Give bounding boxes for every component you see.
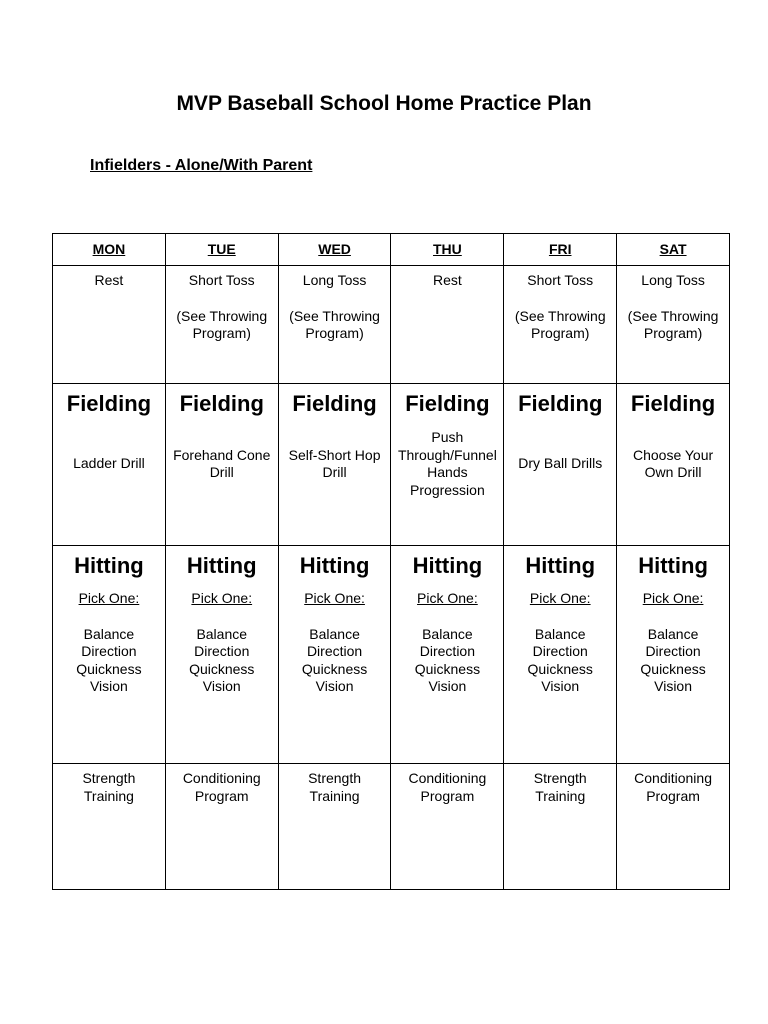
day-header: SAT bbox=[617, 234, 730, 266]
fielding-cell bbox=[617, 384, 730, 546]
hitting-option: Quickness bbox=[301, 660, 368, 677]
strength-cell bbox=[53, 764, 166, 890]
throwing-note: Program) bbox=[531, 325, 590, 341]
throwing-main: Rest bbox=[433, 272, 462, 288]
throwing-note: (See Throwing bbox=[627, 307, 719, 324]
fielding-drill: Forehand Cone bbox=[173, 446, 271, 463]
fielding-drill: Ladder Drill bbox=[73, 455, 145, 472]
fielding-heading: Fielding bbox=[292, 391, 377, 416]
strength-text: Program bbox=[194, 787, 249, 804]
throwing-cell bbox=[617, 266, 730, 384]
hitting-cell bbox=[504, 546, 617, 764]
throwing-note: (See Throwing bbox=[176, 307, 268, 324]
pick-one-label: Pick One: bbox=[642, 590, 704, 606]
hitting-option: Balance bbox=[647, 625, 699, 642]
hitting-option: Quickness bbox=[76, 660, 142, 677]
throwing-main: Long Toss bbox=[641, 272, 705, 288]
strength-text: Program bbox=[646, 787, 700, 804]
pick-one-label: Pick One: bbox=[78, 590, 140, 606]
day-header: MON bbox=[53, 234, 166, 266]
hitting-cell bbox=[53, 546, 166, 764]
throwing-cell bbox=[504, 266, 617, 384]
fielding-cell bbox=[165, 384, 278, 546]
fielding-cell bbox=[53, 384, 166, 546]
hitting-option: Direction bbox=[645, 643, 701, 659]
strength-text: Conditioning bbox=[634, 770, 712, 786]
hitting-cell bbox=[278, 546, 391, 764]
fielding-heading: Fielding bbox=[518, 391, 603, 416]
fielding-cell bbox=[504, 384, 617, 546]
throwing-note: Program) bbox=[643, 325, 703, 341]
strength-text: Strength bbox=[533, 770, 587, 786]
hitting-cell bbox=[391, 546, 504, 764]
fielding-heading: Fielding bbox=[630, 391, 716, 416]
strength-text: Program bbox=[420, 787, 475, 804]
fielding-heading: Fielding bbox=[405, 391, 490, 416]
strength-cell bbox=[617, 764, 730, 890]
throwing-cell bbox=[53, 266, 166, 384]
hitting-option: Quickness bbox=[527, 660, 593, 677]
hitting-option: Direction bbox=[306, 643, 363, 659]
fielding-drill: Progression bbox=[410, 481, 485, 498]
throwing-note: (See Throwing bbox=[289, 307, 380, 324]
day-header: TUE bbox=[165, 234, 278, 266]
strength-cell bbox=[165, 764, 278, 890]
strength-row bbox=[53, 764, 730, 890]
fielding-drill: Hands bbox=[427, 464, 468, 480]
hitting-heading: Hitting bbox=[299, 553, 370, 578]
hitting-heading: Hitting bbox=[638, 553, 708, 578]
fielding-cell bbox=[278, 384, 391, 546]
hitting-option: Balance bbox=[309, 625, 360, 642]
strength-text: Strength bbox=[82, 770, 136, 786]
fielding-cell bbox=[391, 384, 504, 546]
fielding-drill: Drill bbox=[322, 464, 347, 480]
strength-text: Training bbox=[309, 787, 360, 804]
hitting-option: Vision bbox=[654, 678, 693, 694]
throwing-main: Short Toss bbox=[188, 272, 255, 288]
hitting-heading: Hitting bbox=[186, 553, 257, 578]
strength-text: Conditioning bbox=[182, 770, 261, 786]
day-header-row bbox=[53, 234, 730, 266]
hitting-option: Direction bbox=[194, 643, 250, 659]
throwing-cell bbox=[391, 266, 504, 384]
throwing-main: Short Toss bbox=[527, 272, 594, 288]
strength-cell bbox=[504, 764, 617, 890]
strength-cell bbox=[391, 764, 504, 890]
hitting-option: Vision bbox=[428, 678, 467, 694]
fielding-drill: Through/Funnel bbox=[397, 446, 497, 463]
hitting-cell bbox=[165, 546, 278, 764]
hitting-option: Quickness bbox=[640, 660, 706, 677]
hitting-heading: Hitting bbox=[74, 553, 144, 578]
pick-one-label: Pick One: bbox=[304, 590, 365, 606]
hitting-heading: Hitting bbox=[525, 553, 596, 578]
throwing-main: Rest bbox=[94, 272, 124, 288]
throwing-note: (See Throwing bbox=[514, 307, 606, 324]
hitting-option: Balance bbox=[83, 625, 135, 642]
hitting-option: Direction bbox=[419, 643, 476, 659]
hitting-option: Balance bbox=[422, 625, 473, 642]
fielding-drill: Choose Your bbox=[632, 446, 714, 463]
throwing-main: Long Toss bbox=[302, 272, 367, 288]
throwing-row bbox=[53, 266, 730, 384]
strength-text: Strength bbox=[308, 770, 362, 786]
hitting-option: Quickness bbox=[189, 660, 255, 677]
hitting-option: Balance bbox=[534, 625, 586, 642]
day-header: THU bbox=[391, 234, 504, 266]
hitting-heading: Hitting bbox=[412, 553, 483, 578]
hitting-cell bbox=[617, 546, 730, 764]
hitting-option: Balance bbox=[196, 625, 248, 642]
hitting-option: Vision bbox=[315, 678, 354, 694]
throwing-cell bbox=[165, 266, 278, 384]
hitting-option: Vision bbox=[541, 678, 580, 694]
page-title: MVP Baseball School Home Practice Plan bbox=[176, 92, 592, 115]
fielding-row bbox=[53, 384, 730, 546]
practice-plan-table bbox=[52, 233, 730, 890]
throwing-note: Program) bbox=[192, 325, 251, 341]
hitting-option: Direction bbox=[81, 643, 137, 659]
strength-text: Conditioning bbox=[408, 770, 487, 786]
fielding-drill: Self-Short Hop bbox=[288, 446, 381, 463]
hitting-option: Vision bbox=[89, 678, 128, 694]
fielding-heading: Fielding bbox=[66, 391, 152, 416]
hitting-option: Quickness bbox=[414, 660, 481, 677]
strength-cell bbox=[278, 764, 391, 890]
pick-one-label: Pick One: bbox=[529, 590, 591, 606]
fielding-heading: Fielding bbox=[179, 391, 264, 416]
hitting-row bbox=[53, 546, 730, 764]
hitting-option: Vision bbox=[202, 678, 241, 694]
subtitle: Infielders - Alone/With Parent bbox=[90, 157, 313, 174]
pick-one-label: Pick One: bbox=[191, 590, 253, 606]
strength-text: Training bbox=[535, 787, 586, 804]
strength-text: Training bbox=[83, 787, 134, 804]
fielding-drill: Drill bbox=[209, 464, 234, 480]
throwing-cell bbox=[278, 266, 391, 384]
day-header: WED bbox=[278, 234, 391, 266]
day-header: FRI bbox=[504, 234, 617, 266]
fielding-drill: Own Drill bbox=[644, 464, 702, 480]
throwing-note: Program) bbox=[305, 325, 364, 341]
fielding-drill: Push bbox=[431, 429, 464, 445]
pick-one-label: Pick One: bbox=[417, 590, 478, 606]
fielding-drill: Dry Ball Drills bbox=[518, 455, 603, 472]
hitting-option: Direction bbox=[532, 643, 588, 659]
